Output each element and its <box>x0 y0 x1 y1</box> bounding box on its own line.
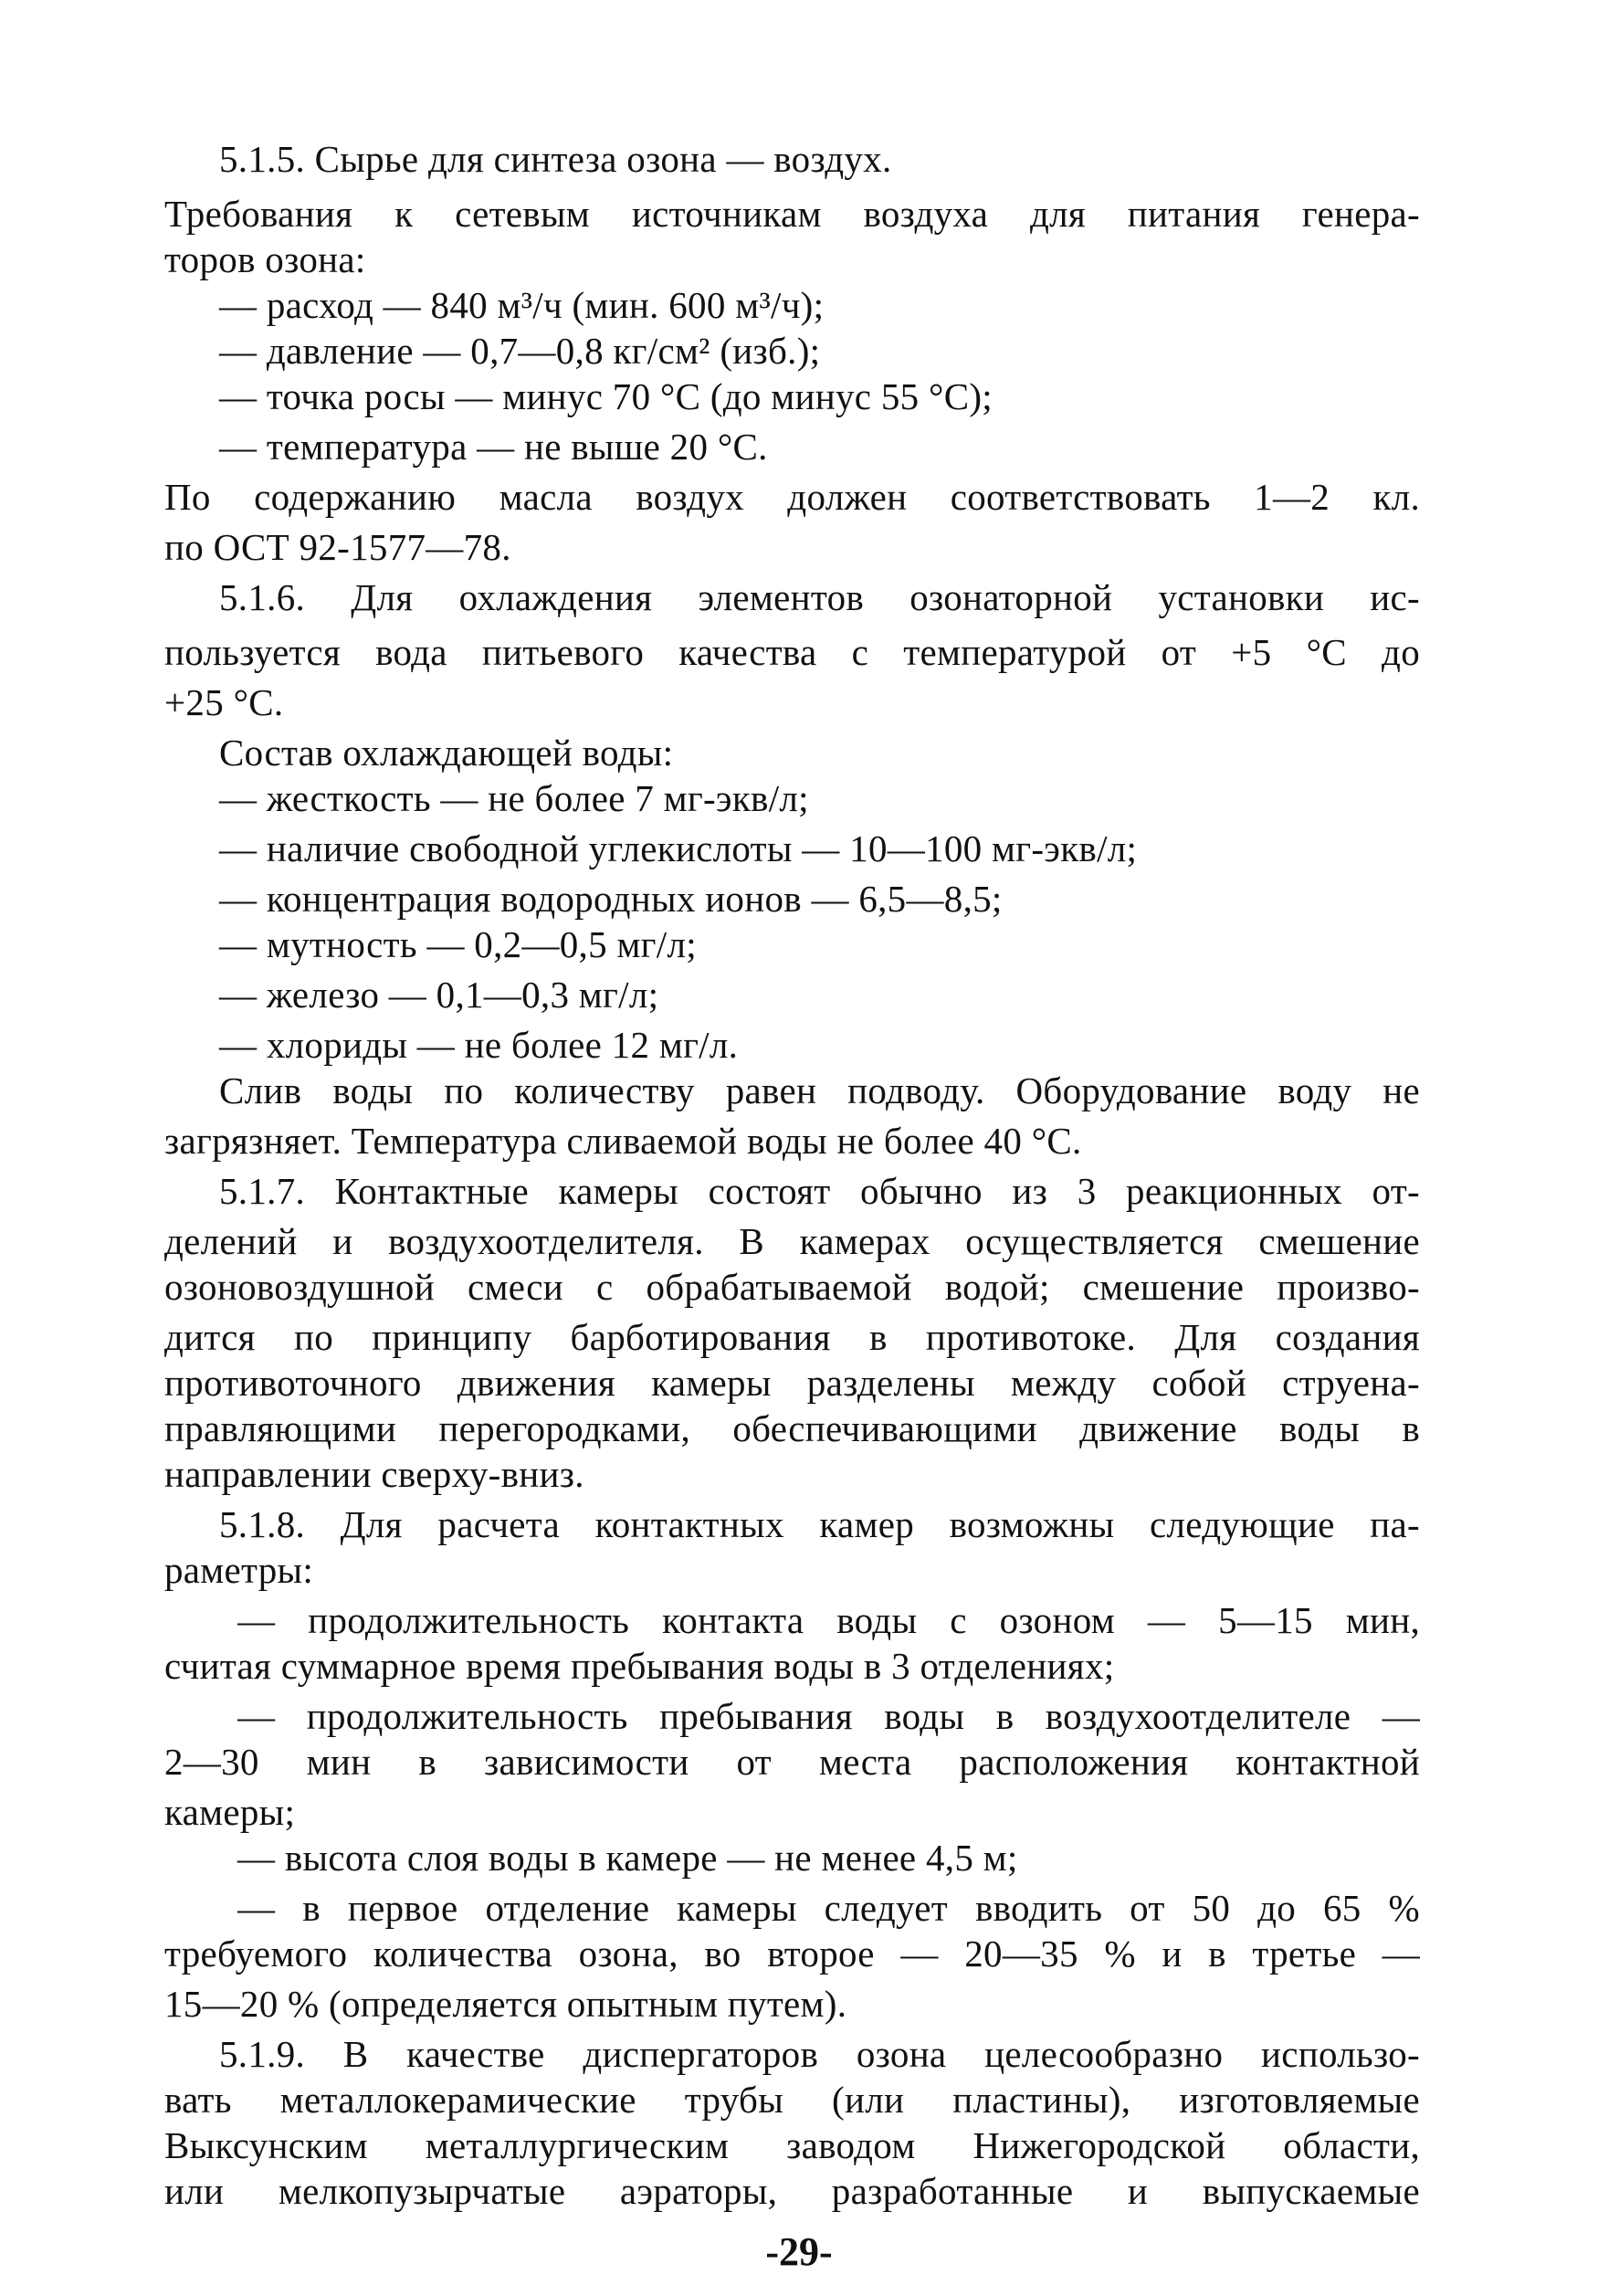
text-line: — температура — не выше 20 °С. <box>219 426 768 468</box>
text-line: делений и воздухоотделителя. В камерах осуществляется смешение <box>164 1220 1420 1262</box>
text-line: 5.1.7. Контактные камеры состоят обычно из 3 реакционных от- <box>219 1170 1420 1212</box>
text-line: +25 °С. <box>164 681 284 723</box>
text-line: 5.1.8. Для расчета контактных камер возможны следующие па- <box>219 1503 1420 1545</box>
text-line: Требования к сетевым источникам воздуха для питания генера- <box>164 193 1420 235</box>
text-line: камеры; <box>164 1791 296 1833</box>
text-line: — концентрация водородных ионов — 6,5—8,5; <box>219 878 1003 920</box>
text-line: по ОСТ 92-1577—78. <box>164 526 511 568</box>
text-line: 2—30 мин в зависимости от места расположения контактной <box>164 1741 1420 1783</box>
text-line: вать металлокерамические трубы (или пластины), изготовляемые <box>164 2079 1420 2121</box>
text-line: Слив воды по количеству равен подводу. Оборудование воду не <box>219 1069 1420 1111</box>
text-line: загрязняет. Температура сливаемой воды не более 40 °С. <box>164 1120 1082 1162</box>
text-line: правляющими перегородками, обеспечивающими движение воды в <box>164 1407 1420 1449</box>
text-line: 5.1.5. Сырье для синтеза озона — воздух. <box>219 138 892 180</box>
text-line: По содержанию масла воздух должен соответствовать 1—2 кл. <box>164 476 1420 518</box>
text-line: 5.1.9. В качестве диспергаторов озона целесообразно использо- <box>219 2033 1420 2075</box>
text-line: Состав охлаждающей воды: <box>219 732 674 774</box>
text-line: 15—20 % (определяется опытным путем). <box>164 1983 847 2025</box>
text-line: — хлориды — не более 12 мг/л. <box>219 1024 739 1066</box>
text-line: — железо — 0,1—0,3 мг/л; <box>219 974 659 1016</box>
text-line: или мелкопузырчатые аэраторы, разработанные и выпускаемые <box>164 2170 1420 2212</box>
text-line: — точка росы — минус 70 °С (до минус 55 °С); <box>219 375 993 417</box>
text-line: — продолжительность пребывания воды в воздухоотделителе — <box>237 1695 1420 1737</box>
text-line: направлении сверху-вниз. <box>164 1453 584 1495</box>
text-line: дится по принципу барботирования в противотоке. Для создания <box>164 1316 1420 1358</box>
page-number: -29- <box>765 2229 833 2274</box>
text-line: считая суммарное время пребывания воды в 3 отделениях; <box>164 1645 1115 1687</box>
text-line: — наличие свободной углекислоты — 10—100 мг-экв/л; <box>219 827 1138 869</box>
text-line: озоновоздушной смеси с обрабатываемой водой; смешение произво- <box>164 1266 1420 1308</box>
text-line: — продолжительность контакта воды с озоном — 5—15 мин, <box>237 1599 1420 1641</box>
text-line: — мутность — 0,2—0,5 мг/л; <box>219 923 697 965</box>
text-line: — расход — 840 м³/ч (мин. 600 м³/ч); <box>219 284 825 326</box>
text-line: — высота слоя воды в камере — не менее 4,5 м; <box>237 1837 1018 1879</box>
text-line: — давление — 0,7—0,8 кг/см² (изб.); <box>219 330 821 372</box>
text-line: противоточного движения камеры разделены между собой струена- <box>164 1362 1420 1404</box>
text-line: пользуется вода питьевого качества с температурой от +5 °С до <box>164 631 1420 673</box>
text-line: — жесткость — не более 7 мг-экв/л; <box>219 777 809 819</box>
text-line: Выксунским металлургическим заводом Нижегородской области, <box>164 2124 1420 2166</box>
text-line: требуемого количества озона, во второе — 20—35 % и в третье — <box>164 1933 1420 1975</box>
text-line: раметры: <box>164 1549 314 1591</box>
text-line: — в первое отделение камеры следует вводить от 50 до 65 % <box>237 1887 1420 1929</box>
text-line: 5.1.6. Для охлаждения элементов озонаторной установки ис- <box>219 576 1420 618</box>
text-line: торов озона: <box>164 238 366 280</box>
